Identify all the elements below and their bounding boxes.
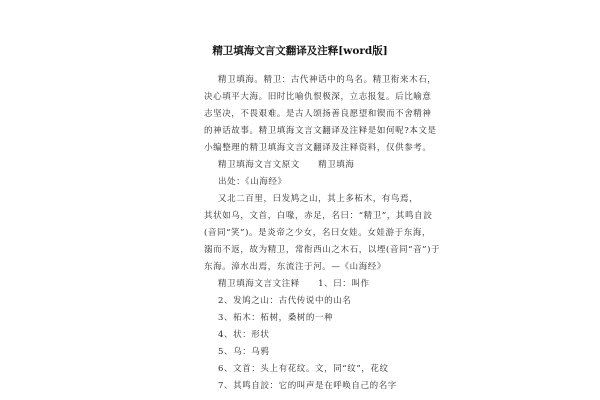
original-text-line: 东海。漳水出焉，东流注于河。—《山海经》	[204, 262, 387, 272]
source-line: 出处：《山海经》	[218, 177, 287, 187]
original-text-line: (音同“笑”)。是炎帝之少女，名曰女娃。女娃游于东海，	[204, 228, 432, 238]
note-item: 5、乌：乌鸦	[218, 347, 270, 357]
original-text-line: 又北二百里，曰发鸠之山，其上多柘木，有鸟焉，	[218, 194, 419, 204]
note-item: 7、其鸣自詨：它的叫声是在呼唤自己的名字	[218, 381, 397, 391]
paragraph-line: 精卫填海。精卫：古代神话中的鸟名。精卫衔来木石，	[218, 75, 437, 85]
original-text-line: 溺而不返，故为精卫，常衔西山之木石，以堙(音同“音”)于	[204, 245, 441, 255]
note-item: 3、柘木：柘树，桑树的一种	[218, 313, 334, 323]
note-item: 6、文首：头上有花纹。文，同“纹”，花纹	[218, 364, 389, 374]
paragraph-line: 决心填平大海。旧时比喻仇恨极深，立志报复。后比喻意	[204, 92, 432, 102]
paragraph-line: 小编整理的精卫填海文言文翻译及注释资料，仅供参考。	[204, 143, 432, 153]
document-title: 精卫填海文言文翻译及注释[word版]	[212, 45, 388, 57]
note-item: 4、状：形状	[218, 330, 270, 340]
section-heading: 精卫填海文言文原文 精卫填海	[218, 160, 355, 170]
original-text-line: 其状如乌，文首，白喙，赤足，名曰：“精卫”，其鸣自詨	[204, 211, 433, 221]
notes-heading: 精卫填海文言文注释 1、曰：叫作	[218, 279, 370, 289]
note-item: 2、发鸠之山：古代传说中的山名	[218, 296, 352, 306]
paragraph-line: 的神话故事。精卫填海文言文翻译及注释是如何呢?本文是	[204, 126, 437, 136]
paragraph-line: 志坚决，不畏艰难。是古人颂扬善良愿望和锲而不舍精神	[204, 109, 432, 119]
